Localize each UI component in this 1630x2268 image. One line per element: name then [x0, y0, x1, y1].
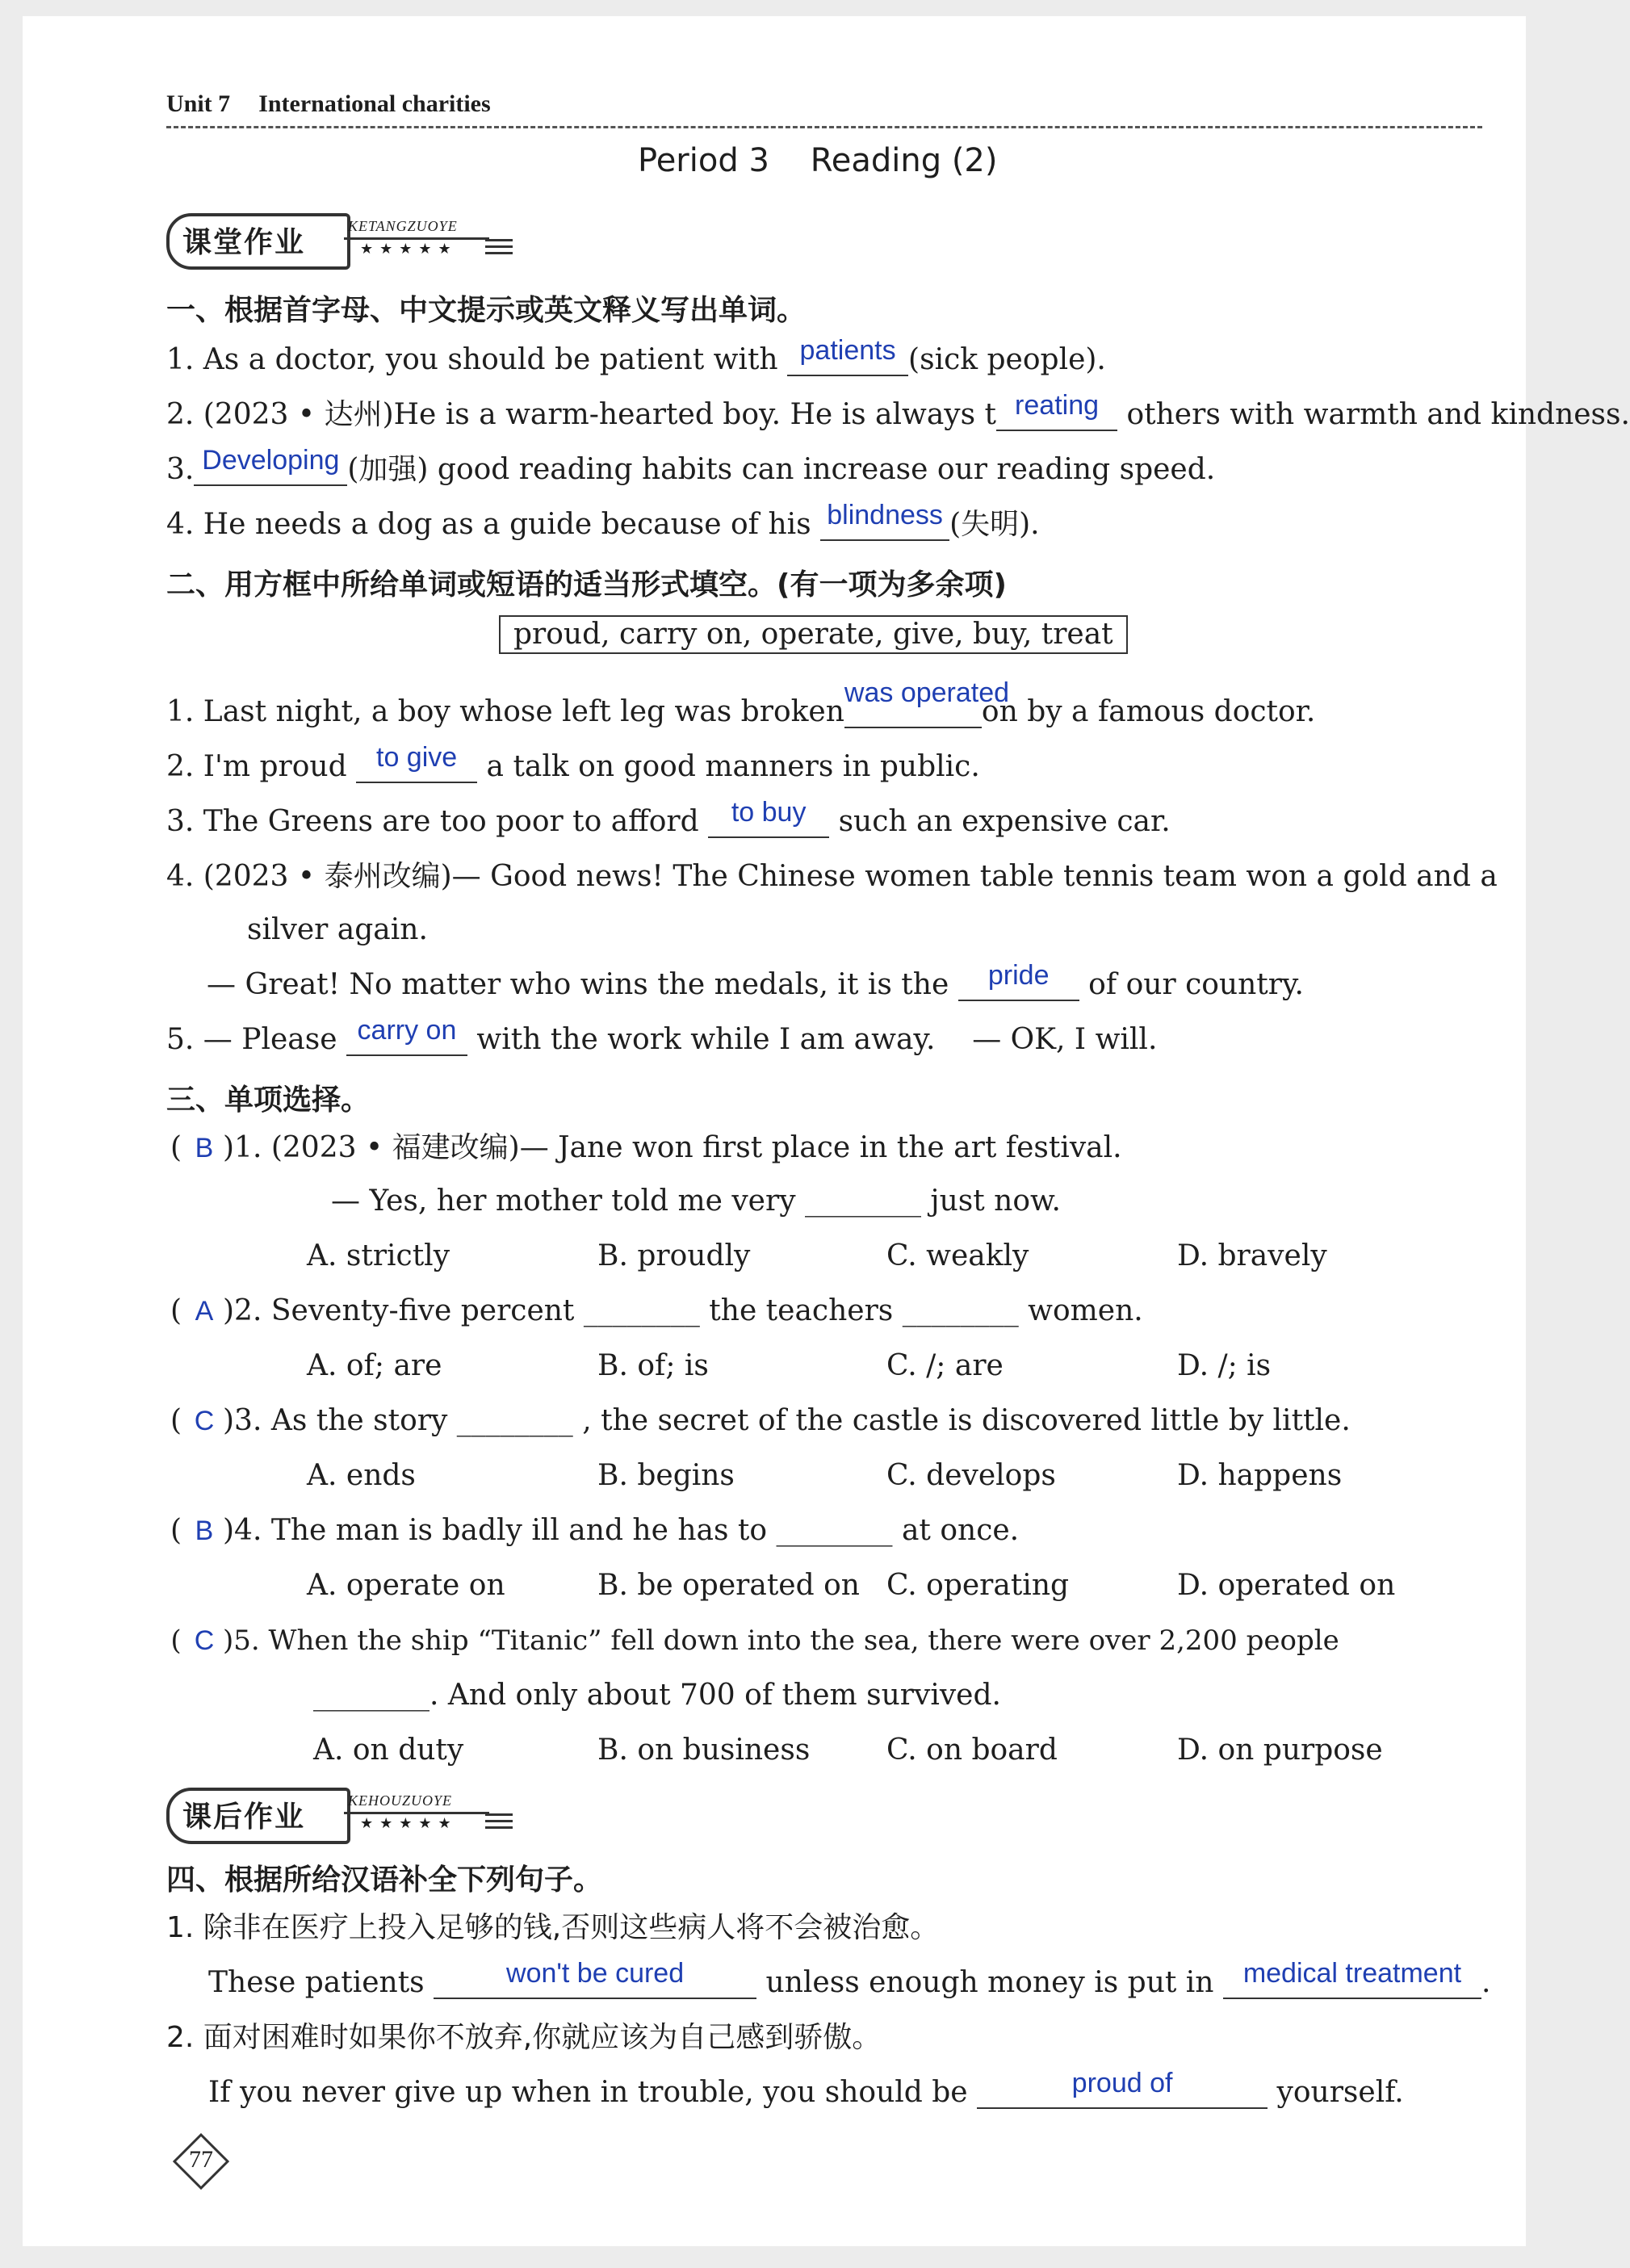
unit-header	[166, 90, 491, 118]
period-title: Period 3 Reading (2)	[638, 142, 998, 179]
homework-badge	[166, 1788, 522, 1842]
s1-q3: 3. Developing (加强) good reading habits can increase our reading speed.	[166, 445, 1216, 486]
mc-q4-option: B. be operated on	[597, 1569, 860, 1602]
mc-q2-option: A. of; are	[307, 1349, 442, 1382]
classwork-badge	[166, 213, 522, 268]
mc-q4-option: D. operated on	[1177, 1569, 1396, 1602]
answer: medical treatment	[1242, 1958, 1462, 1989]
mc-answer: C	[194, 1406, 215, 1436]
mc-q1-line2: — Yes, her mother told me very ________ just now.	[331, 1184, 1061, 1218]
mc-q3-option: D. happens	[1177, 1459, 1343, 1492]
mc-q5-option: C. on board	[886, 1733, 1058, 1767]
mc-q2-option: B. of; is	[597, 1349, 709, 1382]
mc-q3-option: A. ends	[307, 1459, 416, 1492]
badge-stars: ★★★★★	[360, 1815, 458, 1832]
answer: to buy	[731, 797, 807, 828]
section-4-title: 四、根据所给汉语补全下列句子。	[166, 1863, 603, 1897]
mc-q5-option: B. on business	[597, 1733, 811, 1767]
answer: reating	[1015, 390, 1100, 421]
answer: won't be cured	[506, 1958, 685, 1989]
mc-answer: A	[195, 1296, 214, 1327]
badge-pinyin: KEHOUZUOYE	[348, 1792, 453, 1809]
s4-q2-chinese: 2. 面对困难时如果你不放弃,你就应该为自己感到骄傲。	[166, 2021, 882, 2054]
answer: patients	[799, 335, 896, 366]
page-number: 77	[189, 2146, 213, 2173]
mc-q2-option: D. /; is	[1177, 1349, 1272, 1382]
mc-q4-option: C. operating	[886, 1569, 1070, 1602]
answer: to give	[376, 742, 458, 773]
mc-q3-option: C. develops	[886, 1459, 1056, 1492]
unit-label: Unit 7	[166, 90, 231, 117]
badge-stars: ★★★★★	[360, 241, 458, 258]
mc-q1: ( B )1. (2023 • 福建改编)— Jane won first place in the art festival.	[170, 1131, 1122, 1164]
mc-q2: ( A )2. Seventy-five percent ________ the teachers ________ women.	[170, 1294, 1143, 1327]
s2-q3: 3. The Greens are too poor to afford to buy such an expensive car.	[166, 797, 1171, 838]
s2-q4-line1: 4. (2023 • 泰州改编)— Good news! The Chinese women table tennis team won a gold and a	[166, 860, 1498, 893]
answer: was operated	[844, 677, 1010, 708]
mc-q3: ( C )3. As the story ________ , the secret of the castle is discovered little by little.	[170, 1404, 1351, 1437]
mc-q2-option: C. /; are	[886, 1349, 1004, 1382]
badge-pinyin: KETANGZUOYE	[348, 218, 458, 234]
section-3-title: 三、单项选择。	[166, 1084, 371, 1117]
s2-q4-line2: silver again.	[247, 913, 428, 946]
answer: proud of	[1071, 2068, 1173, 2098]
page-number-badge	[173, 2133, 229, 2190]
answer: Developing	[202, 445, 340, 476]
mc-q1-option: B. proudly	[597, 1239, 751, 1272]
section-1-title: 一、根据首字母、中文提示或英文释义写出单词。	[166, 294, 807, 327]
answer: blindness	[827, 500, 943, 530]
mc-q1-option: D. bravely	[1177, 1239, 1327, 1272]
mc-q5-option: A. on duty	[313, 1733, 464, 1767]
mc-q3-option: B. begins	[597, 1459, 735, 1492]
mc-q5-option: D. on purpose	[1177, 1733, 1383, 1767]
s2-q5: 5. — Please carry on with the work while I am away. — OK, I will.	[166, 1015, 1158, 1056]
mc-answer: B	[195, 1133, 214, 1163]
unit-title: International charities	[258, 90, 491, 117]
s1-q1: 1. As a doctor, you should be patient with patients (sick people).	[166, 335, 1106, 376]
word-box: proud, carry on, operate, give, buy, treat	[499, 615, 1128, 654]
worksheet-page	[23, 16, 1630, 2246]
mc-q5-line2: ________. And only about 700 of them survived.	[313, 1679, 1001, 1712]
mc-q1-option: A. strictly	[307, 1239, 450, 1272]
badge-label: 课后作业	[182, 1801, 306, 1834]
badge-label: 课堂作业	[182, 226, 306, 259]
mc-q1-option: C. weakly	[886, 1239, 1029, 1272]
answer: pride	[987, 960, 1050, 991]
answer: carry on	[357, 1015, 457, 1046]
mc-answer: B	[195, 1515, 214, 1546]
s1-q4: 4. He needs a dog as a guide because of his blindness (失明).	[166, 500, 1040, 541]
s2-q1: 1. Last night, a boy whose left leg was brokenwas operatedon by a famous doctor.	[166, 677, 1316, 728]
header-divider	[166, 126, 1482, 128]
s2-q4-line3: — Great! No matter who wins the medals, it is the pride of our country.	[207, 960, 1304, 1001]
section-2-title: 二、用方框中所给单词或短语的适当形式填空。(有一项为多余项)	[166, 568, 1007, 602]
mc-q5: ( C )5. When the ship “Titanic” fell down into the sea, there were over 2,200 people	[170, 1624, 1339, 1657]
s1-q2: 2. (2023 • 达州)He is a warm-hearted boy. He is always t reating others with warmth and kindness.	[166, 390, 1630, 431]
mc-q4: ( B )4. The man is badly ill and he has to ________ at once.	[170, 1514, 1020, 1547]
s2-q2: 2. I'm proud to give a talk on good manners in public.	[166, 742, 980, 783]
s4-q2: If you never give up when in trouble, you should be proud of yourself.	[208, 2068, 1404, 2109]
s4-q1-chinese: 1. 除非在医疗上投入足够的钱,否则这些病人将不会被治愈。	[166, 1911, 940, 1944]
mc-answer: C	[194, 1625, 215, 1656]
s4-q1: These patients won't be cured unless enough money is put in medical treatment .	[208, 1958, 1491, 1999]
mc-q4-option: A. operate on	[307, 1569, 505, 1602]
